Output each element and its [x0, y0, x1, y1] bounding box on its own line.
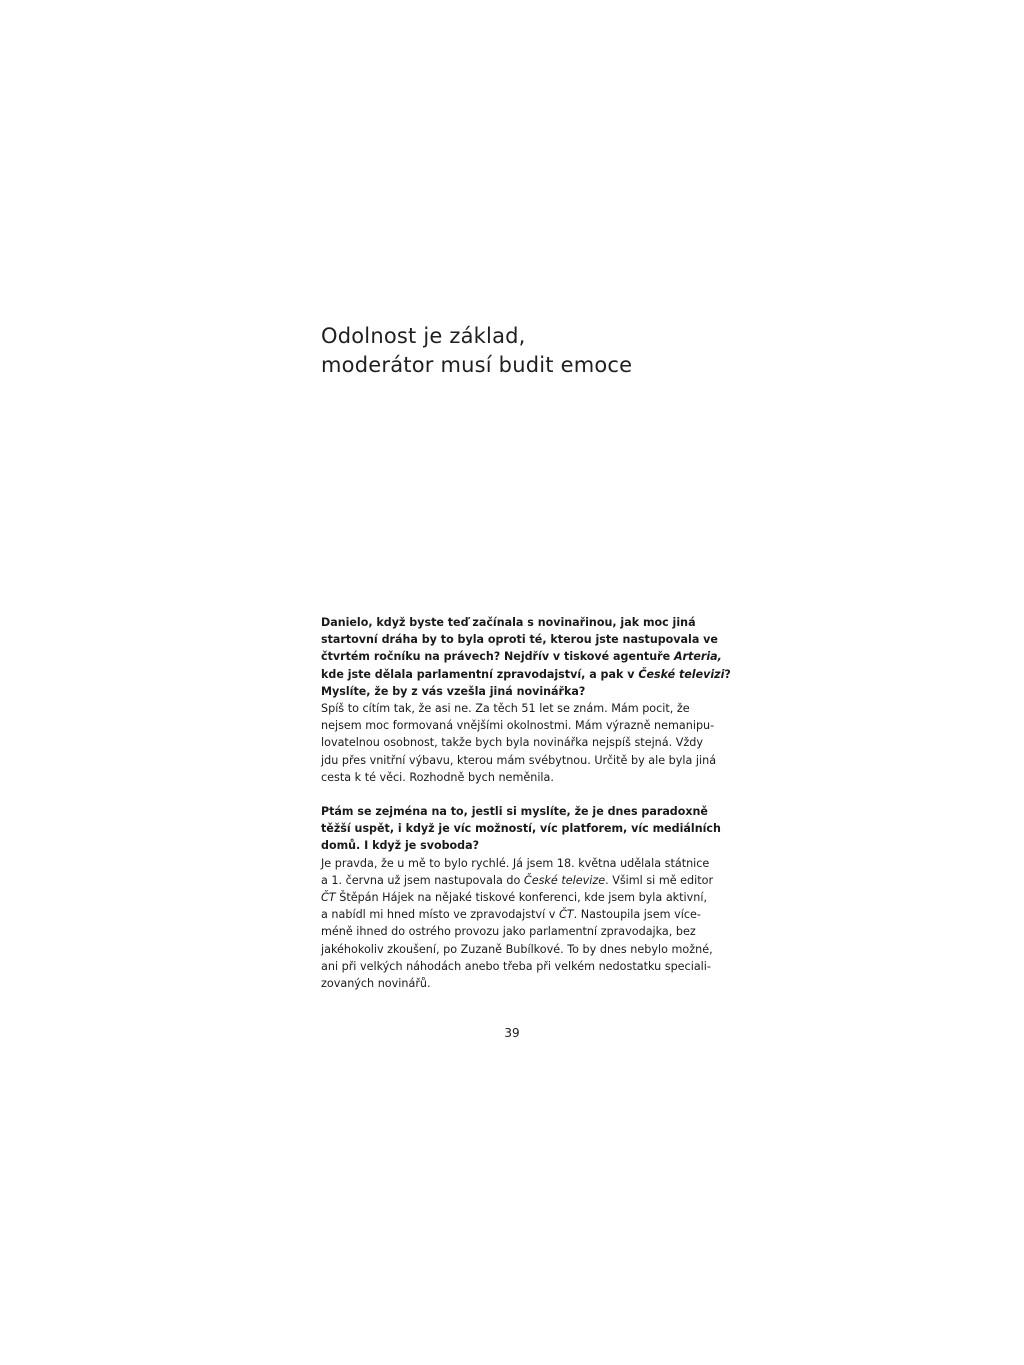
page-number: 39 [504, 1026, 520, 1040]
question-italic-text: České televizi [638, 667, 725, 681]
answer-line [321, 923, 723, 940]
answer-text: a 1. června už jsem nastupovala do [321, 873, 524, 887]
question-line [321, 683, 723, 700]
question-line [321, 803, 723, 820]
question-line [321, 666, 731, 683]
question-text: čtvrtém ročníku na právech? Nejdřív v tiskové agentuře [321, 650, 674, 664]
question-line [321, 614, 723, 631]
answer-italic-text: ČT [321, 891, 336, 905]
answer-text: a nabídl mi hned místo ve zpravodajství v [321, 908, 559, 922]
answer-line [321, 906, 723, 923]
question-line [321, 837, 723, 854]
question-text: ? [724, 667, 731, 681]
answer-text: jdu přes vnitřní výbavu, kterou mám svébytnou. Určitě by ale byla jiná [321, 753, 717, 767]
answer-text: zovaných novinářů. [321, 977, 431, 991]
answer-line [321, 855, 723, 872]
answer-text: lovatelnou osobnost, takže bych byla novinářka nejspíš stejná. Vždy [321, 736, 703, 750]
question-text: Danielo, když byste teď začínala s novinařinou, jak moc jiná [321, 616, 696, 629]
answer-text: ani při velkých náhodách anebo třeba při velkém nedostatku speciali- [321, 959, 711, 973]
question-text: startovní dráha by to byla oproti té, kterou jste nastupovala ve [321, 633, 718, 647]
question-text: kde jste dělala parlamentní zpravodajství, a pak v [321, 667, 639, 681]
answer-line [321, 734, 723, 751]
answer-text: Štěpán Hájek na nějaké tiskové konferenci, kde jsem byla aktivní, [335, 891, 708, 905]
answer-line [321, 752, 723, 769]
paragraph-gap [321, 786, 723, 803]
answer-italic-text: České televize [523, 873, 606, 887]
answer-text: . Nastoupila jsem více- [573, 908, 701, 922]
answer-italic-text: ČT [558, 908, 574, 922]
answer-line [321, 958, 723, 975]
answer-line [321, 769, 723, 786]
answer-line [321, 700, 723, 717]
answer-line [321, 975, 723, 992]
chapter-title-line-1: Odolnost je základ, [321, 324, 526, 348]
answer-text: nejsem moc formovaná vnějšími okolnostmi. Mám výrazně nemanipu- [321, 719, 715, 733]
answer-text: . Všiml si mě editor [605, 873, 714, 887]
answer-text: méně ihned do ostrého provozu jako parlamentní zpravodajka, bez [321, 925, 696, 939]
answer-line [321, 941, 723, 958]
question-text: Ptám se zejména na to, jestli si myslíte, že je dnes paradoxně [321, 805, 708, 819]
chapter-title-line-2: moderátor musí budit emoce [321, 353, 633, 377]
chapter-title [321, 322, 741, 380]
question-line [321, 648, 723, 665]
question-text: těžší uspět, i když je víc možností, víc platforem, víc mediálních [321, 822, 721, 836]
answer-text: Je pravda, že u mě to bylo rychlé. Já jsem 18. května udělala státnice [321, 856, 710, 870]
interview-question [321, 614, 731, 700]
qa-block [321, 803, 723, 992]
question-text: Myslíte, že by z vás vzešla jiná novinářka? [321, 684, 586, 698]
answer-line [321, 717, 723, 734]
question-italic-text: Arteria, [673, 650, 722, 664]
interview-answer [321, 855, 723, 993]
answer-text: Spíš to cítím tak, že asi ne. Za těch 51 let se znám. Mám pocit, že [321, 702, 690, 716]
question-line [321, 820, 723, 837]
question-line [321, 631, 723, 648]
answer-line [321, 889, 723, 906]
answer-text: cesta k té věci. Rozhodně bych neměnila. [321, 770, 554, 784]
answer-text: jakéhokoliv zkoušení, po Zuzaně Bubílkové. To by dnes nebylo možné, [321, 942, 713, 956]
qa-block [321, 614, 731, 786]
interview-text [321, 614, 731, 992]
question-text: domů. I když je svoboda? [321, 839, 480, 853]
interview-question [321, 803, 723, 855]
answer-line [321, 872, 723, 889]
interview-answer [321, 700, 723, 786]
